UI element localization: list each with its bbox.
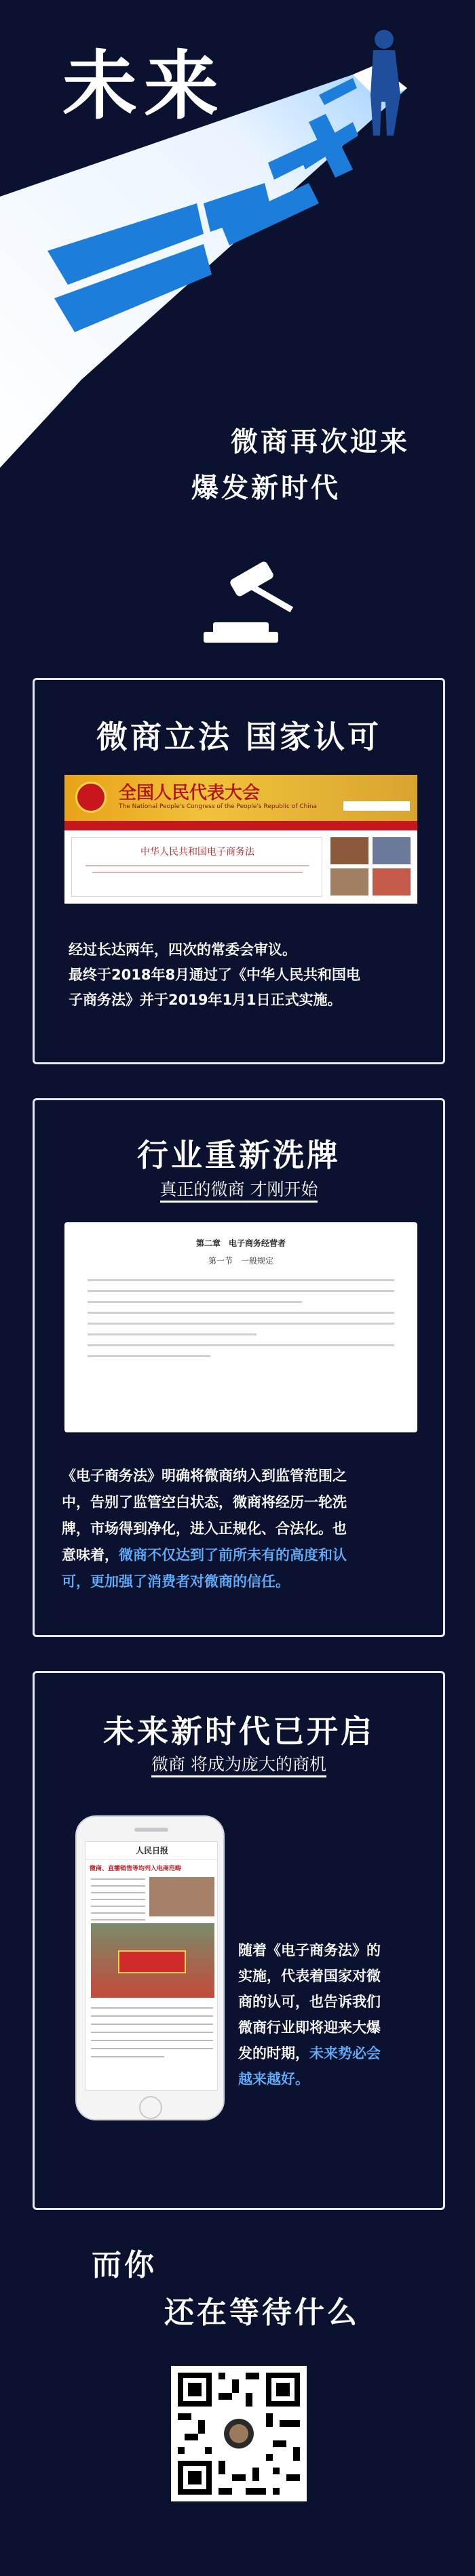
npc-banner-cn: 全国人民代表大会 [119,783,261,803]
npc-doc-lines [86,865,309,866]
section-reshuffle-card [33,1098,445,1637]
doc-paragraphs [88,1279,394,1366]
npc-banner-en: The National People's Congress of the People's Republic of China [119,803,318,810]
highlight-text: 可，更加强了消费者对微商的信任。 [62,1573,290,1590]
emblem-icon [75,782,107,813]
hero-subtitle-line2: 爆发新时代 [191,472,341,504]
gavel-icon [190,556,305,658]
law-body-line: 最终于2018年8月通过了《中华人民共和国电 [69,967,361,983]
phone-app-header: 人民日报 [86,1842,218,1859]
section-reshuffle-body [62,1463,428,1595]
new-era-body-line: 商的认可，也告诉我们 [238,1994,381,2010]
law-document-excerpt [64,1222,417,1432]
phone-text-lines [91,2007,213,2064]
highlight-text: 越来越好。 [238,2071,309,2087]
photo-thumb[interactable] [373,868,411,895]
reshuffle-body-line: 《电子商务法》明确将微商纳入到监管范围之 [62,1468,347,1484]
new-era-body-line [238,2066,428,2092]
section-new-era-card [33,1671,445,2210]
doc-section: 第一节 一般规定 [208,1256,273,1266]
subtitle-text: 真正的微商 才刚开始 [160,1180,318,1203]
storefront-sign [118,1950,186,1973]
doc-chapter: 第二章 电子商务经营者 [195,1239,286,1248]
reshuffle-body-line: 中，告别了监管空白状态，微商将经历一轮洗 [62,1494,347,1510]
new-era-body-line: 随着《电子商务法》的 [238,1942,381,1958]
section-new-era-body [238,1937,428,2092]
reshuffle-body-line: 牌，市场得到净化，进入正规化、合法化。也 [62,1521,347,1537]
npc-screenshot [64,775,417,904]
hero-section [0,0,475,678]
section-reshuffle-title: 行业重新洗牌 [137,1137,341,1173]
subtitle-text: 微商 将成为庞大的商机 [151,1754,326,1777]
phone-screen [85,1841,218,2091]
qr-code-icon [178,2373,300,2495]
hero-title: 未来 [62,43,225,129]
phone-article-photo [91,1923,214,1998]
header-search-box[interactable] [343,801,411,811]
new-era-body-line: 微商行业即将迎来大爆 [238,2019,381,2036]
npc-article-area [71,837,322,897]
section-law-card [33,678,445,1064]
text-segment: 发的时期， [238,2045,309,2061]
footer-line2: 还在等待什么 [164,2295,360,2330]
section-new-era-subtitle [35,1751,443,1775]
section-law-body [69,938,421,1013]
reshuffle-body-line [62,1542,428,1569]
phone-speaker [134,1828,168,1832]
npc-doc-lines-2 [92,872,303,873]
qr-code[interactable] [171,2366,307,2501]
law-body-line: 经过长达两年，四次的常委会审议。 [69,942,297,958]
new-era-body-line: 实施，代表着国家对微 [238,1968,381,1984]
phone-mockup [75,1815,225,2120]
phone-text-lines [91,1878,145,1926]
photo-thumb[interactable] [330,868,368,895]
law-body-line: 子商务法》并于2019年1月1日正式实施。 [69,992,342,1008]
npc-banner [64,775,417,821]
hero-subtitle-line1: 微商再次迎来 [231,426,410,458]
photo-thumb[interactable] [373,837,411,864]
highlight-text: 未来势必会 [309,2045,381,2061]
reshuffle-body-line [62,1569,428,1595]
footer-line1: 而你 [92,2248,157,2282]
npc-doc-title: 中华人民共和国电子商务法 [140,847,254,858]
section-reshuffle-subtitle [35,1176,443,1201]
section-law-title: 微商立法 国家认可 [96,719,381,755]
text-segment: 意味着， [62,1547,119,1563]
highlight-text: 微商不仅达到了前所未有的高度和认 [119,1547,347,1563]
phone-home-button[interactable] [139,2096,162,2119]
phone-headline[interactable]: 微商、直播销售等均列入电商范畴 [90,1866,182,1872]
new-era-body-line [238,2040,428,2066]
phone-article-photo [149,1877,214,1916]
npc-nav-bar [64,821,417,830]
section-new-era-title: 未来新时代已开启 [103,1713,375,1750]
photo-thumb[interactable] [330,837,368,864]
npc-sidebar-photos [330,837,411,897]
